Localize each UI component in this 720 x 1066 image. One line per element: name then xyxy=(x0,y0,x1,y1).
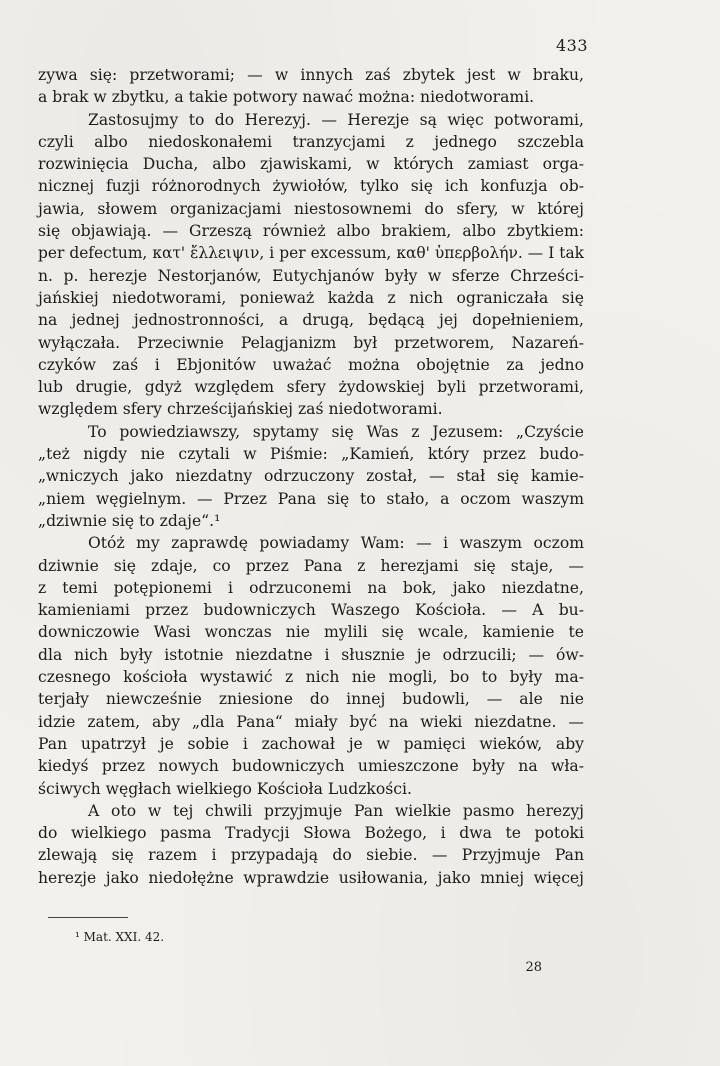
text-line: nicznej fuzji różnorodnych żywiołów, tylko się ich konfuzja ob- xyxy=(38,177,584,196)
text-line: dziwnie się zdaje, co przez Pana z herezjami się staje, — xyxy=(38,556,584,575)
text-line: idzie zatem, aby „dla Pana“ miały być na wieki niezdatne. — xyxy=(38,712,584,731)
text-line: „dziwnie się to zdaje“.¹ xyxy=(38,511,221,530)
text-line: a brak w zbytku, a takie potwory nawać można: niedotworami. xyxy=(38,88,535,107)
text-line: czyków zaś i Ebjonitów uważać można obojętnie za jedno xyxy=(38,355,584,374)
text-line: „niem węgielnym. — Przez Pana się to stało, a oczom waszym xyxy=(38,489,584,508)
text-line: Otóż my zaprawdę powiadamy Wam: — i waszym oczom xyxy=(88,534,584,553)
text-line: rozwinięcia Ducha, albo zjawiskami, w których zamiast orga- xyxy=(38,155,584,174)
text-line: wyłączała. Przeciwnie Pelagjanizm był przetworem, Nazareń- xyxy=(38,333,584,352)
signature-mark: 28 xyxy=(525,960,542,975)
text-line: zlewają się razem i przypadają do siebie. — Przyjmuje Pan xyxy=(38,846,584,865)
text-line: czesnego kościoła wystawić z nich nie mogli, bo to były ma- xyxy=(38,668,584,687)
text-line: „też nigdy nie czytali w Piśmie: „Kamień, który przez budo- xyxy=(38,445,584,464)
text-line: per defectum, κατ' ἔλλειψιν, i per excessum, καθ' ὑπερβολήν. — I tak xyxy=(38,244,584,263)
body-text xyxy=(38,64,584,889)
text-line: kiedyś przez nowych budowniczych umieszczone były na wła- xyxy=(38,757,584,776)
text-line: dla nich były istotnie niezdatne i słusznie je odrzucili; — ów- xyxy=(38,645,584,664)
text-line: „wniczych jako niezdatny odrzuczony został, — stał się kamie- xyxy=(38,467,584,486)
text-line: z temi potępionemi i odrzuconemi na bok, jako niezdatne, xyxy=(38,578,584,597)
text-line: czyli albo niedoskonałemi tranzycjami z jednego szczebla xyxy=(38,132,584,151)
page-number: 433 xyxy=(555,36,588,55)
text-line: względem sfery chrześcijańskiej zaś niedotworami. xyxy=(38,400,443,419)
text-line: do wielkiego pasma Tradycji Słowa Bożego, i dwa te potoki xyxy=(38,824,584,843)
text-line: zywa się: przetworami; — w innych zaś zbytek jest w braku, xyxy=(38,66,584,84)
text-line: kamieniami przez budowniczych Waszego Kościoła. — A bu- xyxy=(38,601,584,620)
text-line: A oto w tej chwili przyjmuje Pan wielkie pasmo herezyj xyxy=(88,801,584,820)
text-line: To powiedziawszy, spytamy się Was z Jezusem: „Czyście xyxy=(88,422,584,441)
text-line: Zastosujmy to do Herezyj. — Herezje są więc potworami, xyxy=(88,110,584,129)
text-line: n. p. herezje Nestorjanów, Eutychjanów były w sferze Chrześci- xyxy=(38,266,584,285)
text-line: na jednej jednostronności, a drugą, będącą jej dopełnieniem, xyxy=(38,311,584,330)
text-line: lub drugie, gdyż względem sfery żydowskiej byli przetworami, xyxy=(38,378,584,397)
text-line: się objawiają. — Grzeszą również albo brakiem, albo zbytkiem: xyxy=(38,222,584,241)
text-line: jańskiej niedotworami, ponieważ każda z nich ograniczała się xyxy=(38,288,584,307)
footnote-divider xyxy=(48,917,128,918)
text-line: herezje jako niedołężne wprawdzie usiłowania, jako mniej więcej xyxy=(38,868,584,887)
text-line: terjały niewcześnie zniesione do innej budowli, — ale nie xyxy=(38,690,584,709)
text-line: ściwych węgłach wielkiego Kościoła Ludzkości. xyxy=(38,779,412,798)
text-line: Pan upatrzył je sobie i zachował je w pamięci wieków, aby xyxy=(38,734,584,753)
text-line: jawia, słowem organizacjami niestosownemi do sfery, w której xyxy=(38,199,584,218)
text-line: downiczowie Wasi wonczas nie mylili się wcale, kamienie te xyxy=(38,623,584,642)
footnote: ¹ Mat. XXI. 42. xyxy=(75,930,165,944)
